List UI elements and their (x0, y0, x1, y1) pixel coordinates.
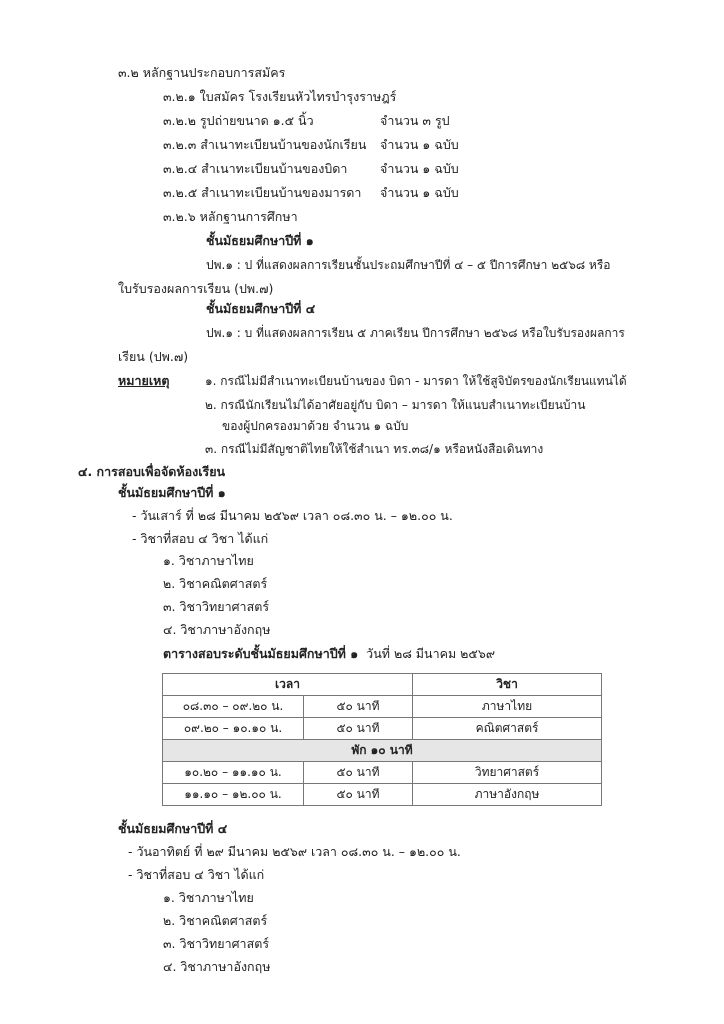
cell-duration: ๕๐ นาที (304, 784, 413, 806)
item-label: ๓.๒.๖ หลักฐานการศึกษา (163, 209, 298, 224)
cell-subject: ภาษาไทย (413, 696, 602, 718)
item-label: ๓.๒.๔ สำเนาทะเบียนบ้านของบิดา (163, 161, 348, 176)
m4-subject-item: ๒. วิชาคณิตศาสตร์ (163, 913, 268, 928)
m1-exam-subjects-intro: - วิชาที่สอบ ๔ วิชา ได้แก่ (132, 531, 269, 546)
table-row (163, 696, 602, 718)
m1-exam-title: ชั้นมัธยมศึกษาปีที่ ๑ (118, 485, 226, 500)
header-time: เวลา (163, 674, 413, 696)
m1-exam-date: - วันเสาร์ ที่ ๒๘ มีนาคม ๒๕๖๙ เวลา ๐๘.๓๐ น. – ๑๒.๐๐ น. (132, 508, 453, 523)
m1-subject-item: ๔. วิชาภาษาอังกฤษ (163, 622, 271, 637)
notes-label: หมายเหตุ (118, 373, 170, 388)
item-label: ๓.๒.๑ ใบสมัคร โรงเรียนหัวไทรบำรุงราษฎร์ (163, 89, 397, 104)
m1-education-text: ปพ.๑ : ป ที่แสดงผลการเรียนชั้นประถมศึกษาปีที่ ๔ – ๕ ปีการศึกษา ๒๕๖๘ หรือ (206, 258, 611, 272)
m4-exam-date: - วันอาทิตย์ ที่ ๒๙ มีนาคม ๒๕๖๙ เวลา ๐๘.๓๐ น. – ๑๒.๐๐ น. (128, 844, 461, 859)
cell-time: ๑๐.๒๐ – ๑๑.๑๐ น. (163, 762, 304, 784)
m1-subject-item: ๓. วิชาวิทยาศาสตร์ (163, 599, 270, 614)
document-item (163, 208, 298, 226)
cell-time: ๑๑.๑๐ – ๑๒.๐๐ น. (163, 784, 304, 806)
m4-education-title: ชั้นมัธยมศึกษาปีที่ ๔ (206, 301, 316, 316)
header-subject: วิชา (413, 674, 602, 696)
document-item (163, 112, 583, 130)
m4-exam-subjects-intro: - วิชาที่สอบ ๔ วิชา ได้แก่ (128, 867, 265, 882)
table-row (163, 718, 602, 740)
m1-subject-item: ๒. วิชาคณิตศาสตร์ (163, 576, 268, 591)
document-item (163, 160, 583, 178)
table-caption (163, 645, 495, 663)
m1-education-title: ชั้นมัธยมศึกษาปีที่ ๑ (206, 233, 314, 248)
m4-exam-title: ชั้นมัธยมศึกษาปีที่ ๔ (118, 821, 228, 836)
note-item: ๓. กรณีไม่มีสัญชาติไทยให้ใช้สำเนา ทร.๓๘/๑ หรือหนังสือเดินทาง (205, 442, 544, 456)
m1-subject-item: ๑. วิชาภาษาไทย (163, 553, 254, 568)
item-qty: จำนวน ๑ ฉบับ (380, 185, 459, 200)
cell-subject: วิทยาศาสตร์ (413, 762, 602, 784)
m4-subject-item: ๑. วิชาภาษาไทย (163, 890, 254, 905)
cell-subject: ภาษาอังกฤษ (413, 784, 602, 806)
item-label: ๓.๒.๕ สำเนาทะเบียนบ้านของมารดา (163, 185, 362, 200)
table-header-row (163, 674, 602, 696)
section-4-heading: ๔. การสอบเพื่อจัดห้องเรียน (78, 464, 226, 479)
note-item: ๒. กรณีนักเรียนไม่ได้อาศัยอยู่กับ บิดา – มารดา ให้แนบสำเนาทะเบียนบ้าน (205, 398, 586, 412)
note-item: ๑. กรณีไม่มีสำเนาทะเบียนบ้านของ บิดา - มารดา ให้ใช้สูจิบัตรของนักเรียนแทนได้ (205, 374, 627, 388)
cell-duration: ๕๐ นาที (304, 762, 413, 784)
m4-education-text: ปพ.๑ : บ ที่แสดงผลการเรียน ๕ ภาคเรียน ปีการศึกษา ๒๕๖๘ หรือใบรับรองผลการ (206, 326, 625, 340)
item-qty: จำนวน ๑ ฉบับ (380, 161, 459, 176)
table-caption-title: ตารางสอบระดับชั้นมัธยมศึกษาปีที่ ๑ (163, 646, 359, 661)
item-label: ๓.๒.๓ สำเนาทะเบียนบ้านของนักเรียน (163, 137, 367, 152)
cell-time: ๐๙.๒๐ – ๑๐.๑๐ น. (163, 718, 304, 740)
item-qty: จำนวน ๑ ฉบับ (380, 137, 459, 152)
m4-education-text-cont: เรียน (ปพ.๗) (118, 349, 189, 364)
exam-schedule-table (162, 673, 602, 806)
document-item (163, 88, 396, 106)
m4-subject-item: ๓. วิชาวิทยาศาสตร์ (163, 936, 270, 951)
note-item-cont: ของผู้ปกครองมาด้วย จำนวน ๑ ฉบับ (222, 419, 409, 433)
cell-time: ๐๘.๓๐ – ๐๙.๒๐ น. (163, 696, 304, 718)
item-label: ๓.๒.๒ รูปถ่ายขนาด ๑.๕ นิ้ว (163, 113, 314, 128)
m4-subject-item: ๔. วิชาภาษาอังกฤษ (163, 959, 271, 974)
document-item (163, 184, 583, 202)
table-break-row (163, 740, 602, 762)
item-qty: จำนวน ๓ รูป (380, 113, 450, 128)
section-3-2-heading: ๓.๒ หลักฐานประกอบการสมัคร (118, 65, 286, 80)
cell-duration: ๕๐ นาที (304, 696, 413, 718)
m1-education-text-cont: ใบรับรองผลการเรียน (ปพ.๗) (118, 281, 274, 296)
document-item (163, 136, 583, 154)
cell-subject: คณิตศาสตร์ (413, 718, 602, 740)
break-label: พัก ๑๐ นาที (163, 740, 602, 762)
table-row (163, 784, 602, 806)
cell-duration: ๕๐ นาที (304, 718, 413, 740)
table-row (163, 762, 602, 784)
table-caption-date: วันที่ ๒๘ มีนาคม ๒๕๖๙ (366, 646, 495, 661)
